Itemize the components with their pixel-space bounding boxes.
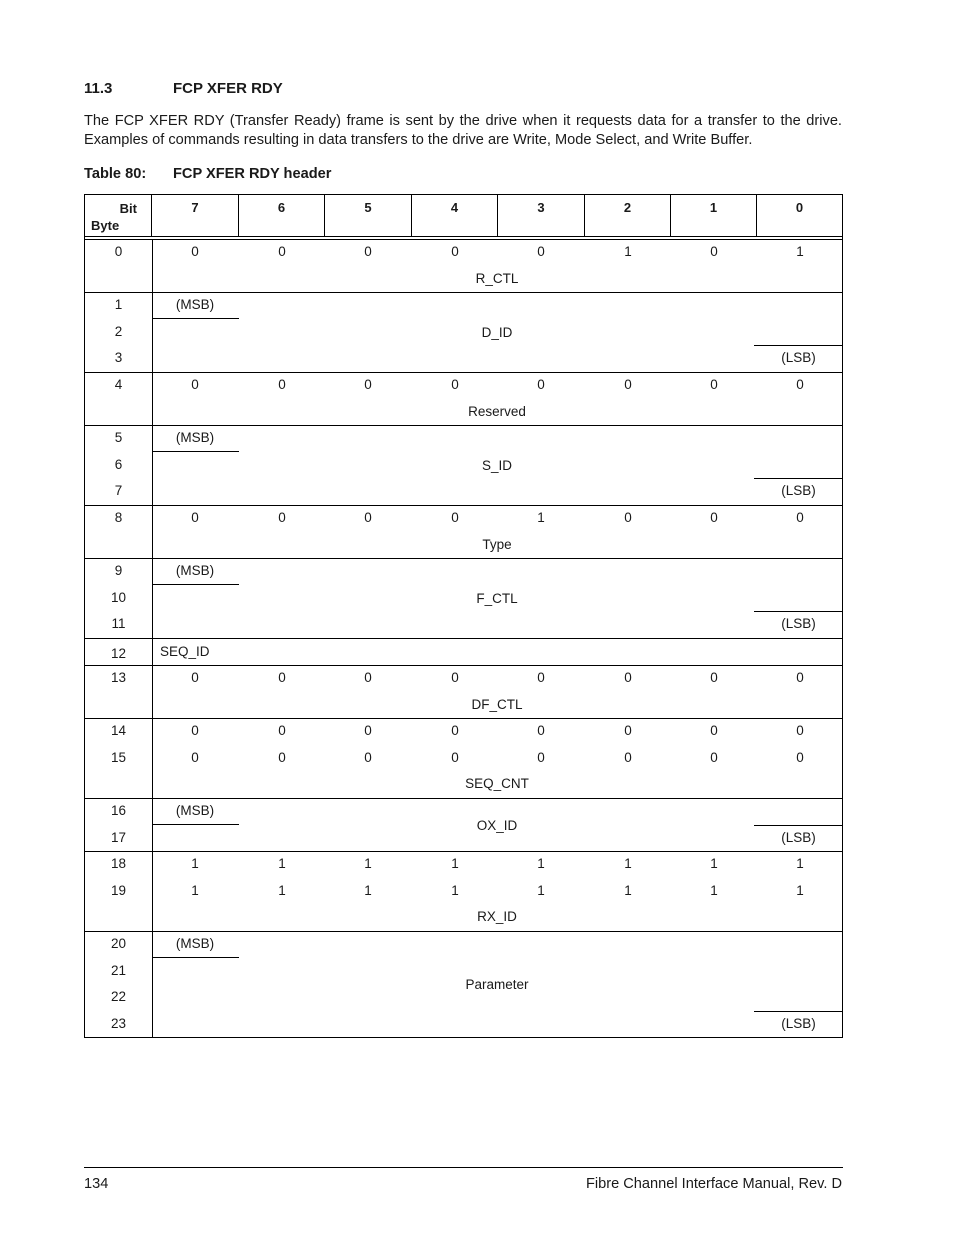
- bit-value: 1: [624, 244, 632, 259]
- bit-value: 1: [451, 856, 459, 871]
- field-name: F_CTL: [476, 591, 518, 606]
- bit-value: 0: [796, 377, 804, 392]
- footer-rule: [84, 1167, 843, 1168]
- bit-value: 0: [364, 510, 372, 525]
- field-name: Type: [482, 536, 512, 552]
- bit-value: 0: [796, 670, 804, 685]
- byte-number: 15: [110, 749, 127, 765]
- bit-value: 0: [278, 749, 286, 765]
- msb-rule: [152, 451, 239, 452]
- field-name: D_ID: [481, 325, 513, 340]
- bit-value: 1: [710, 856, 718, 871]
- header-double-rule: [85, 236, 842, 237]
- table-title: FCP XFER RDY header: [173, 166, 332, 182]
- bit-value: 0: [451, 244, 459, 259]
- bit-value: 0: [278, 670, 286, 685]
- bit-value: 0: [710, 244, 718, 259]
- byte-number: 23: [110, 1015, 127, 1031]
- field-name: Reserved: [468, 403, 526, 419]
- header-bit-cell: 5: [325, 195, 412, 237]
- bit-value: 1: [537, 882, 545, 898]
- field-group: [84, 639, 843, 666]
- bit-value: 0: [191, 723, 199, 738]
- bit-value: 0: [451, 377, 459, 392]
- byte-number: 22: [110, 989, 127, 1004]
- bit-value: 0: [278, 510, 286, 525]
- bit-value: 0: [451, 670, 459, 685]
- bit-value: 0: [191, 377, 199, 392]
- bit-value: 0: [624, 377, 632, 392]
- header-bit-cell: 4: [412, 195, 498, 237]
- msb-marker: (MSB): [175, 803, 215, 818]
- bit-value: 0: [278, 244, 286, 259]
- intro-paragraph: The FCP XFER RDY (Transfer Ready) frame is sent by the drive when it requests data for a transfer to the drive. Examples of commands resulting in data transfers to the drive are Write, Mode Select, and Write Buffer.: [84, 113, 842, 148]
- byte-number: 10: [110, 589, 127, 605]
- lsb-marker: (LSB): [781, 350, 816, 365]
- bit-value: 1: [278, 882, 286, 898]
- lsb-marker: (LSB): [781, 483, 816, 498]
- bit-value: 1: [537, 856, 545, 871]
- bit-value: 1: [796, 882, 804, 898]
- bit-value: 0: [364, 377, 372, 392]
- msb-rule: [152, 318, 239, 319]
- field-group: [84, 506, 843, 559]
- field-group: [84, 852, 843, 932]
- bit-value: 1: [624, 856, 632, 871]
- section-number: 11.3: [84, 80, 113, 97]
- byte-number: 2: [114, 323, 123, 339]
- bit-value: 0: [364, 749, 372, 765]
- bit-value: 0: [278, 377, 286, 392]
- table-number: Table 80:: [84, 166, 147, 182]
- lsb-rule: [754, 611, 842, 612]
- lsb-marker: (LSB): [781, 829, 816, 845]
- msb-marker: (MSB): [175, 563, 215, 578]
- section-title: FCP XFER RDY: [173, 80, 283, 97]
- bit-value: 0: [537, 244, 545, 259]
- bit-value: 0: [451, 510, 459, 525]
- bit-value: 1: [710, 882, 718, 898]
- bit-value: 0: [278, 723, 286, 738]
- bit-value: 1: [191, 856, 199, 871]
- field-group: [84, 426, 843, 506]
- byte-number: 19: [110, 882, 127, 898]
- field-name: OX_ID: [476, 817, 518, 833]
- bit-label: Bit: [119, 201, 137, 216]
- msb-marker: (MSB): [175, 297, 215, 312]
- field-name: DF_CTL: [471, 696, 523, 712]
- msb-marker: (MSB): [175, 936, 215, 951]
- table-caption: [84, 166, 331, 182]
- lsb-rule: [754, 478, 842, 479]
- bit-value: 0: [364, 723, 372, 738]
- field-group: [84, 932, 843, 1038]
- bit-value: 1: [364, 856, 372, 871]
- byte-number: 16: [110, 803, 127, 818]
- byte-number: 18: [110, 856, 127, 871]
- byte-number: 1: [114, 297, 123, 312]
- header-bit-cell: 7: [152, 195, 239, 237]
- byte-number: 7: [114, 483, 123, 498]
- byte-number: 6: [114, 456, 123, 472]
- field-group: [84, 719, 843, 799]
- bit-value: 0: [364, 670, 372, 685]
- bit-value: 1: [796, 856, 804, 871]
- bit-value: 1: [537, 510, 545, 525]
- header-bit-cell: 2: [585, 195, 671, 237]
- bit-value: 0: [191, 244, 199, 259]
- byte-number: 9: [114, 563, 123, 578]
- field-group: [84, 666, 843, 719]
- field-name: Parameter: [465, 977, 529, 992]
- bit-value: 1: [796, 244, 804, 259]
- bit-value: 0: [796, 510, 804, 525]
- bit-value: 0: [537, 749, 545, 765]
- page-number: 134: [84, 1176, 109, 1192]
- bit-value: 0: [451, 749, 459, 765]
- bit-value: 0: [191, 749, 199, 765]
- msb-marker: (MSB): [175, 430, 215, 445]
- lsb-marker: (LSB): [781, 616, 816, 631]
- bit-value: 0: [537, 723, 545, 738]
- section-heading: [84, 80, 283, 97]
- field-table: [84, 240, 843, 1038]
- bit-value: 0: [796, 723, 804, 738]
- lsb-rule: [754, 345, 842, 346]
- bit-value: 0: [796, 749, 804, 765]
- byte-number: 20: [110, 936, 127, 951]
- byte-number: 8: [114, 510, 123, 525]
- document-title: Fibre Channel Interface Manual, Rev. D: [585, 1176, 842, 1192]
- header-bit-cell: 6: [239, 195, 325, 237]
- field-name: SEQ_CNT: [465, 776, 529, 791]
- byte-number: 14: [110, 723, 127, 738]
- field-group: [84, 799, 843, 852]
- field-group: [84, 559, 843, 639]
- bit-value: 0: [624, 723, 632, 738]
- msb-rule: [152, 957, 239, 958]
- byte-label: Byte: [91, 218, 120, 233]
- table-header: [84, 194, 843, 240]
- bit-value: 0: [624, 749, 632, 765]
- bit-value: 1: [624, 882, 632, 898]
- field-group: [84, 293, 843, 373]
- byte-number: 13: [110, 670, 127, 685]
- bit-value: 0: [537, 377, 545, 392]
- bit-value: 0: [364, 244, 372, 259]
- byte-number: 17: [110, 829, 127, 845]
- byte-number: 5: [114, 430, 123, 445]
- byte-number: 3: [114, 350, 123, 365]
- field-name: RX_ID: [477, 909, 517, 924]
- bit-value: 1: [364, 882, 372, 898]
- header-corner-cell: [85, 195, 152, 237]
- bit-value: 0: [710, 510, 718, 525]
- byte-number: 21: [110, 962, 127, 978]
- bit-value: 0: [191, 670, 199, 685]
- byte-number: 11: [111, 616, 126, 631]
- byte-number: 12: [110, 646, 127, 661]
- field-name: S_ID: [481, 458, 512, 473]
- bit-value: 0: [624, 510, 632, 525]
- header-bit-cell: 3: [498, 195, 585, 237]
- byte-number: 4: [114, 377, 123, 392]
- header-bit-cell: 1: [671, 195, 757, 237]
- bit-value: 1: [278, 856, 286, 871]
- bit-value: 1: [451, 882, 459, 898]
- bit-value: 0: [537, 670, 545, 685]
- bit-value: 0: [191, 510, 199, 525]
- field-group: [84, 373, 843, 426]
- byte-number: 0: [114, 244, 123, 259]
- msb-rule: [152, 584, 239, 585]
- field-name: SEQ_ID: [160, 644, 210, 659]
- bit-value: 0: [710, 723, 718, 738]
- bit-value: 0: [710, 377, 718, 392]
- field-name: R_CTL: [475, 270, 519, 286]
- bit-value: 0: [710, 670, 718, 685]
- bit-value: 0: [624, 670, 632, 685]
- field-group: [84, 240, 843, 293]
- bit-value: 1: [191, 882, 199, 898]
- header-bit-cell: 0: [795, 200, 804, 215]
- bit-value: 0: [451, 723, 459, 738]
- lsb-rule: [754, 1011, 842, 1012]
- lsb-marker: (LSB): [781, 1015, 816, 1031]
- bit-value: 0: [710, 749, 718, 765]
